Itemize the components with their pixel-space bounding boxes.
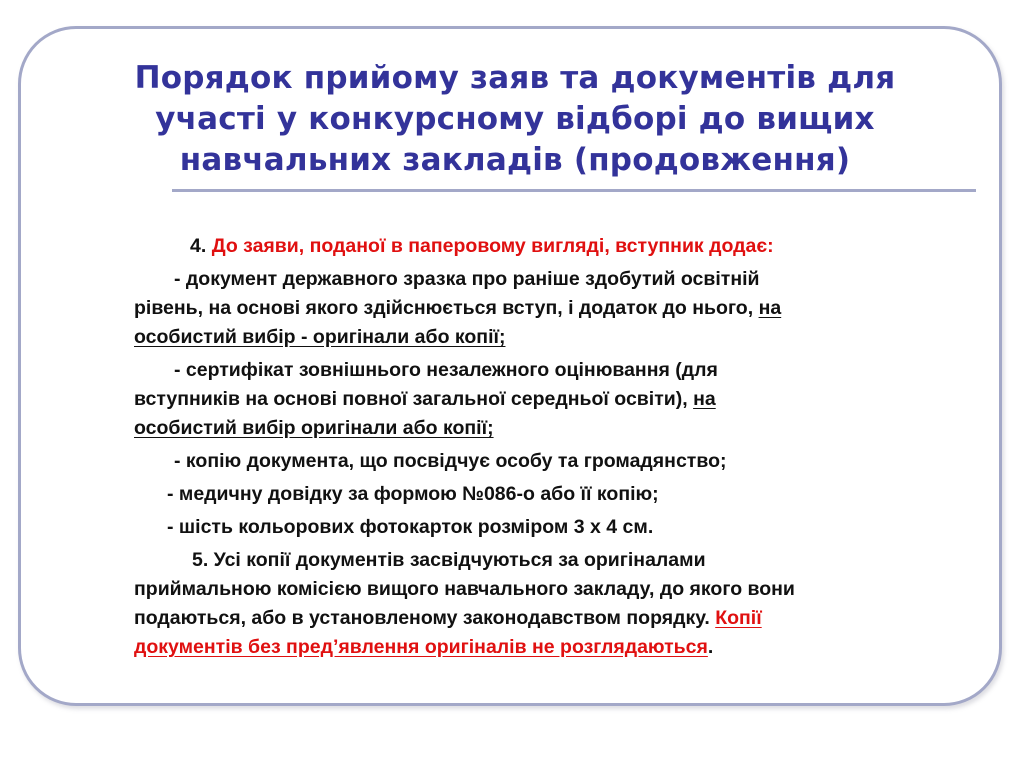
bullet-certificate-line-2: вступників на основі повної загальної середньої освіти), [134, 388, 694, 410]
bullet-certificate-underline-end: особистий вибір оригінали або копії; [134, 417, 494, 439]
item-4 [134, 232, 914, 261]
bullet-document-underline-end: особистий вибір - оригінали або копії; [134, 326, 506, 348]
item-5 [134, 546, 914, 662]
item-5-warning-end: документів без пред’явлення оригіналів не розглядаються [134, 636, 708, 658]
bullet-certificate-line-1: - сертифікат зовнішнього незалежного оцінювання (для [174, 359, 718, 381]
bullet-document-line-2: рівень, на основі якого здійснюється вступ, і додаток до нього, [134, 297, 759, 319]
slide-title [80, 58, 950, 181]
bullet-document [134, 265, 914, 352]
bullet-certificate-underline-start: на [693, 388, 716, 410]
bullet-id-copy [134, 447, 914, 476]
bullet-medical-text: - медичну довідку за формою №086-о або її копію; [167, 483, 659, 505]
item-5-warning-start: Копії [715, 607, 762, 629]
bullet-photos [134, 513, 914, 542]
slide-body [134, 232, 914, 662]
bullet-id-copy-text: - копію документа, що посвідчує особу та громадянство; [174, 450, 727, 472]
title-line-3: навчальних закладів (продовження) [179, 142, 851, 178]
title-line-2: участі у конкурсному відборі до вищих [155, 101, 875, 137]
item-5-line-1: 5. Усі копії документів засвідчуються за оригіналами [192, 549, 706, 571]
item-4-number: 4. [190, 235, 207, 257]
bullet-document-line-1: - документ державного зразка про раніше здобутий освітній [174, 268, 760, 290]
item-4-text: До заяви, поданої в паперовому вигляді, вступник додає: [211, 235, 774, 257]
item-5-period: . [707, 636, 714, 658]
item-5-line-2: приймальною комісією вищого навчального закладу, до якого вони [134, 578, 795, 600]
bullet-document-underline-start: на [758, 297, 782, 319]
title-line-1: Порядок прийому заяв та документів для [134, 60, 896, 96]
title-divider [172, 189, 976, 192]
item-5-line-3: подаються, або в установленому законодавством порядку. [134, 607, 716, 629]
bullet-photos-text: - шість кольорових фотокарток розміром 3 х 4 см. [167, 516, 654, 538]
bullet-medical [134, 480, 914, 509]
bullet-certificate [134, 356, 914, 443]
